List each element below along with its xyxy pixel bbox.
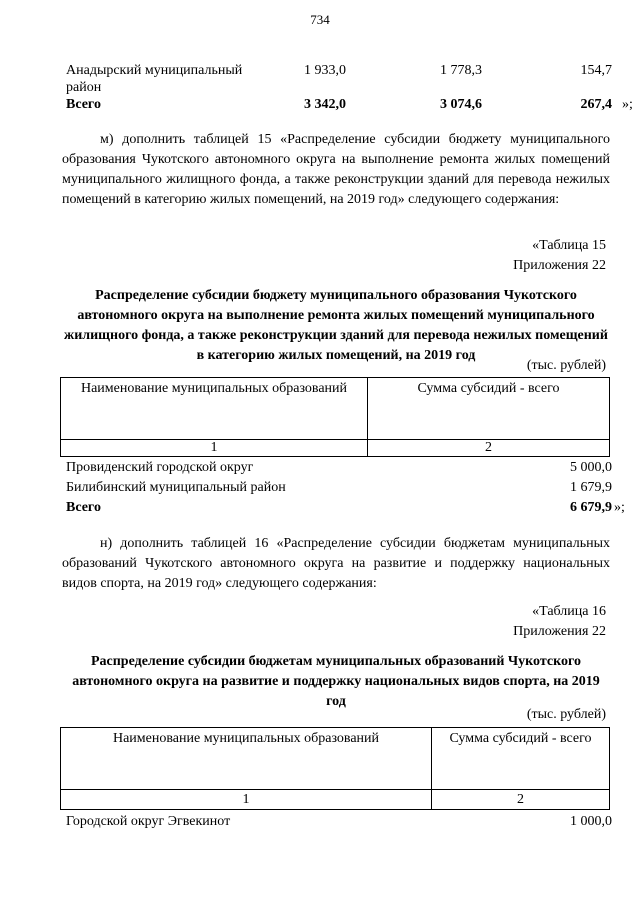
- total-row: [62, 96, 612, 114]
- table15-col2-header: Сумма субсидий - всего: [368, 378, 610, 440]
- table-row: [62, 459, 612, 477]
- total-value-2: 3 074,6: [440, 97, 482, 112]
- row-value: 1 000,0: [570, 814, 612, 829]
- table16-header: [60, 727, 610, 810]
- table16-reference: [513, 602, 606, 642]
- closing-quote: »;: [622, 97, 633, 112]
- row-value-1: 1 933,0: [304, 63, 346, 78]
- paragraph-m: [62, 130, 610, 210]
- row-name: Анадырский муниципальный: [66, 63, 243, 78]
- table15-col2-num: 2: [368, 440, 610, 457]
- total-label: Всего: [66, 500, 101, 515]
- table15-col1-header: Наименование муниципальных образований: [61, 378, 368, 440]
- row-value: 5 000,0: [570, 460, 612, 475]
- total-value-3: 267,4: [580, 97, 612, 112]
- row-value: 1 679,9: [570, 480, 612, 495]
- table15-col1-num: 1: [61, 440, 368, 457]
- row-value-3: 154,7: [580, 63, 612, 78]
- paragraph-m-lead: м): [100, 132, 114, 147]
- table16-col1-header: Наименование муниципальных образований: [61, 728, 432, 790]
- row-name-continuation: район: [66, 80, 102, 95]
- table15-unit: (тыс. рублей): [526, 358, 606, 373]
- row-value-2: 1 778,3: [440, 63, 482, 78]
- paragraph-n-text: дополнить таблицей 16 «Распределение субсидии бюджетам муниципальных образований Чукотского автономного округа на развитие и поддержку национальных видов спорта, на 2019 год» следующего содержания:: [62, 536, 610, 591]
- table15-ref-line1: «Таблица 15: [532, 238, 606, 253]
- paragraph-m-text: дополнить таблицей 15 «Распределение субсидии бюджету муниципального образования Чукотского автономного округа на выполнение ремонта жилых помещений муниципального жилищного фонда, а также реконструкции зданий для перевода нежилых помещений в категорию жилых помещений, на 2019 год» следующего содержания:: [62, 132, 610, 207]
- page-number: 734: [310, 12, 330, 27]
- table-row: [62, 62, 612, 80]
- table15-header: [60, 377, 610, 457]
- closing-quote: »;: [614, 500, 625, 515]
- total-value-1: 3 342,0: [304, 97, 346, 112]
- table15-title: Распределение субсидии бюджету муниципального образования Чукотского автономного округа на выполнение ремонта жилых помещений муниципального жилищного фонда, а также реконструкции зданий для перевода нежилых помещений в категорию жилых помещений, на 2019 год: [64, 288, 608, 363]
- table16-title: Распределение субсидии бюджетам муниципальных образований Чукотского автономного округа на развитие и поддержку национальных видов спорта, на 2019 год: [72, 654, 600, 709]
- total-label: Всего: [66, 97, 101, 112]
- table-row: [62, 479, 612, 497]
- row-name: Городской округ Эгвекинот: [66, 814, 231, 829]
- table16-col2-num: 2: [432, 790, 610, 810]
- total-value: 6 679,9: [570, 500, 612, 515]
- table15-reference: [513, 236, 606, 276]
- table16-unit: (тыс. рублей): [526, 707, 606, 722]
- table16-ref-line2: Приложения 22: [513, 624, 606, 639]
- row-name: Билибинский муниципальный район: [66, 480, 286, 495]
- table16-col1-num: 1: [61, 790, 432, 810]
- table16-col2-header: Сумма субсидий - всего: [432, 728, 610, 790]
- paragraph-n: [62, 534, 610, 594]
- paragraph-n-lead: н): [100, 536, 113, 551]
- row-name: Провиденский городской округ: [66, 460, 254, 475]
- table16-ref-line1: «Таблица 16: [532, 604, 606, 619]
- table-row: [62, 813, 612, 831]
- table15-ref-line2: Приложения 22: [513, 258, 606, 273]
- total-row: [62, 499, 612, 517]
- table-row-continuation: [62, 79, 612, 97]
